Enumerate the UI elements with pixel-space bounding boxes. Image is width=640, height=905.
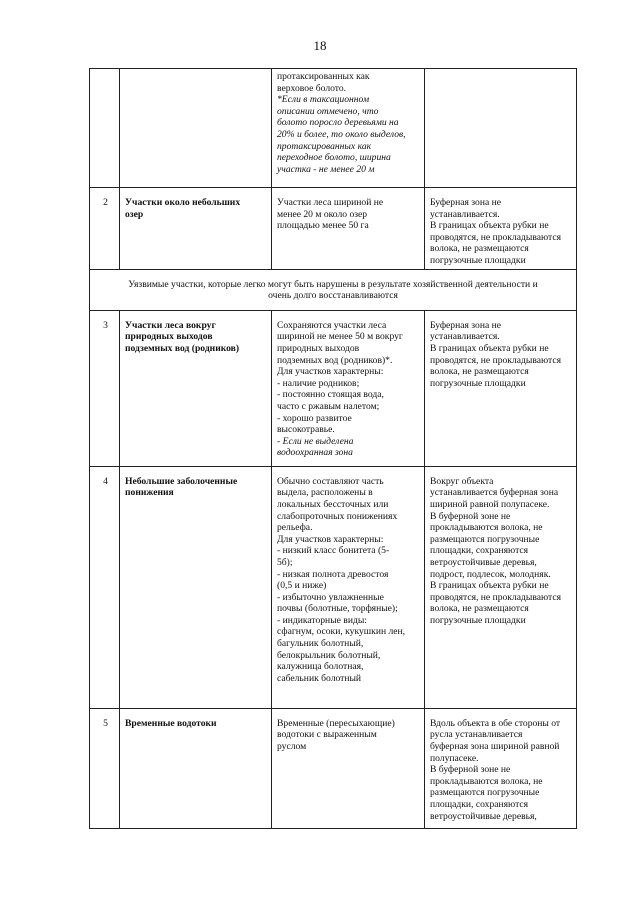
text-line: волока, не размещаются — [430, 366, 529, 378]
measures-cell — [425, 69, 577, 188]
measures-cell — [425, 188, 577, 270]
text-line: площадью менее 50 га — [277, 220, 369, 232]
measures-cell — [425, 708, 577, 828]
text-line: участка - не менее 20 м — [277, 163, 375, 175]
text-line: В границах объекта рубки не — [430, 220, 549, 232]
text-line: природных выходов — [125, 331, 213, 343]
text-line: Для участков характерны: — [277, 533, 384, 545]
row-number-cell — [90, 69, 120, 188]
text-line: рельефа. — [277, 522, 313, 534]
text-line: почвы (болотные, торфяные); — [277, 603, 398, 615]
text-line: протаксированных как — [277, 71, 370, 82]
text-line: - индикаторные виды: — [277, 614, 367, 626]
text-line: Вокруг объекта — [430, 475, 494, 487]
text-line: полупасеке. — [430, 752, 479, 764]
text-line: *Если в таксационном — [277, 94, 370, 106]
text-line: болото поросло деревьями на — [277, 117, 399, 129]
table-row — [90, 310, 577, 466]
text-line: багульник болотный, — [277, 638, 364, 650]
text-line: - низкая полнота древостоя — [277, 568, 389, 580]
text-line: устанавливается буферная зона — [430, 487, 559, 499]
text-line: локальных бессточных или — [277, 498, 389, 510]
object-name-cell — [120, 69, 272, 188]
text-line: Буферная зона не — [430, 197, 502, 208]
text-line: менее 20 м около озер — [277, 208, 368, 220]
text-line: подрост, подлесок, молодняк. — [430, 568, 551, 580]
text-line: волока, не размещаются — [430, 243, 529, 255]
text-line: погрузочные площадки — [430, 377, 526, 389]
row-number-cell: 3 — [90, 310, 120, 466]
characteristics-cell — [272, 466, 425, 708]
text-line: сабельник болотный — [277, 672, 362, 684]
text-line: природных выходов — [277, 342, 360, 354]
text-line: выдела, расположены в — [277, 487, 373, 499]
text-line: высокотравье. — [277, 424, 335, 436]
text-line: прокладываются волока, не — [430, 522, 543, 534]
characteristics-cell — [272, 188, 425, 270]
text-line: - наличие родников; — [277, 377, 360, 389]
text-line: подземных вод (родников) — [125, 342, 240, 354]
text-line: Участки около небольших — [125, 197, 241, 208]
object-name-cell — [120, 310, 272, 466]
text-line: - низкий класс бонитета (5- — [277, 545, 390, 557]
text-line: белокрыльник болотный, — [277, 649, 381, 661]
text-line: шириной не менее 50 м вокруг — [277, 331, 403, 343]
buffer-zone-table — [89, 68, 577, 829]
text-line: Участки леса вокруг — [125, 319, 216, 331]
text-line: (0,5 и ниже) — [277, 580, 327, 592]
text-line: - избыточно увлажненные — [277, 591, 384, 603]
text-line: площадки, сохраняются — [430, 798, 529, 810]
text-line: часто с ржавым налетом; — [277, 400, 380, 412]
text-line: ветроустойчивые деревья, — [430, 556, 537, 568]
text-line: калужница болотная, — [277, 661, 364, 673]
text-line: верховое болото. — [277, 82, 347, 94]
text-line: 5б); — [277, 556, 293, 568]
text-line: описании отмечено, что — [277, 105, 379, 117]
text-line: озер — [125, 208, 144, 220]
text-line: Обычно составляют часть — [277, 475, 384, 487]
text-line: водоохранная зона — [277, 447, 353, 459]
text-line: волока, не размещаются — [430, 603, 529, 615]
table-row — [90, 69, 577, 188]
text-line: подземных вод (родников)*. — [277, 354, 393, 366]
text-line: В границах объекта рубки не — [430, 342, 549, 354]
text-line: проводятся, не прокладываются — [430, 231, 562, 243]
text-line: Сохраняются участки леса — [277, 319, 387, 331]
text-line: руслом — [277, 740, 307, 752]
text-line: В границах объекта рубки не — [430, 580, 549, 592]
characteristics-cell — [272, 69, 425, 188]
table-row — [90, 708, 577, 828]
text-line: слабопроточных понижениях — [277, 510, 398, 522]
object-name-cell — [120, 466, 272, 708]
section-header-row — [90, 269, 577, 310]
text-line: В буферной зоне не — [430, 764, 511, 776]
text-line: проводятся, не прокладываются — [430, 354, 562, 366]
characteristics-cell — [272, 708, 425, 828]
characteristics-cell — [272, 310, 425, 466]
text-line: погрузочные площадки — [430, 254, 526, 266]
measures-cell — [425, 310, 577, 466]
text-line: устанавливается. — [430, 208, 500, 220]
text-line: очень долго восстанавливаются — [268, 290, 398, 302]
text-line: водотоки с выраженным — [277, 729, 377, 741]
text-line: погрузочные площадки — [430, 614, 526, 626]
text-line: Временные (пересыхающие) — [277, 717, 395, 729]
text-line: сфагнум, осоки, кукушкин лен, — [277, 626, 406, 638]
text-line: ветроустойчивые деревья, — [430, 810, 537, 822]
text-line: шириной равной полупасеке. — [430, 498, 550, 510]
text-line: проводятся, не прокладываются — [430, 591, 562, 603]
table-row — [90, 466, 577, 708]
text-line: переходное болото, ширина — [277, 152, 391, 164]
table-row — [90, 188, 577, 270]
text-line: - Если не выделена — [277, 435, 354, 447]
text-line: протаксированных как — [277, 140, 372, 152]
text-line: Уязвимые участки, которые легко могут быть нарушены в результате хозяйственной деятельности и — [128, 278, 538, 290]
text-line: прокладываются волока, не — [430, 775, 543, 787]
text-line: русла устанавливается — [430, 729, 523, 741]
object-name-cell — [120, 188, 272, 270]
text-line: Участки леса шириной не — [277, 197, 384, 208]
text-line: - постоянно стоящая вода, — [277, 389, 384, 401]
row-number-cell: 4 — [90, 466, 120, 708]
text-line: размещаются погрузочные — [430, 787, 540, 799]
text-line: понижения — [125, 487, 174, 499]
object-name-cell — [120, 708, 272, 828]
text-line: - хорошо развитое — [277, 412, 352, 424]
text-line: площадки, сохраняются — [430, 545, 529, 557]
text-line: 20% и более, то около выделов, — [277, 128, 406, 140]
row-number-cell: 5 — [90, 708, 120, 828]
text-line: Буферная зона не — [430, 319, 502, 331]
text-line: Временные водотоки — [125, 717, 217, 729]
text-line: устанавливается. — [430, 331, 500, 343]
text-line: Вдоль объекта в обе стороны от — [430, 717, 561, 729]
section-title-cell — [90, 269, 577, 310]
text-line: Для участков характерны: — [277, 366, 384, 378]
page-number: 18 — [313, 38, 327, 53]
text-line: Небольшие заболоченные — [125, 475, 238, 487]
measures-cell — [425, 466, 577, 708]
text-line: В буферной зоне не — [430, 510, 511, 522]
text-line: буферная зона шириной равной — [430, 740, 560, 752]
row-number-cell: 2 — [90, 188, 120, 270]
text-line: размещаются погрузочные — [430, 533, 540, 545]
